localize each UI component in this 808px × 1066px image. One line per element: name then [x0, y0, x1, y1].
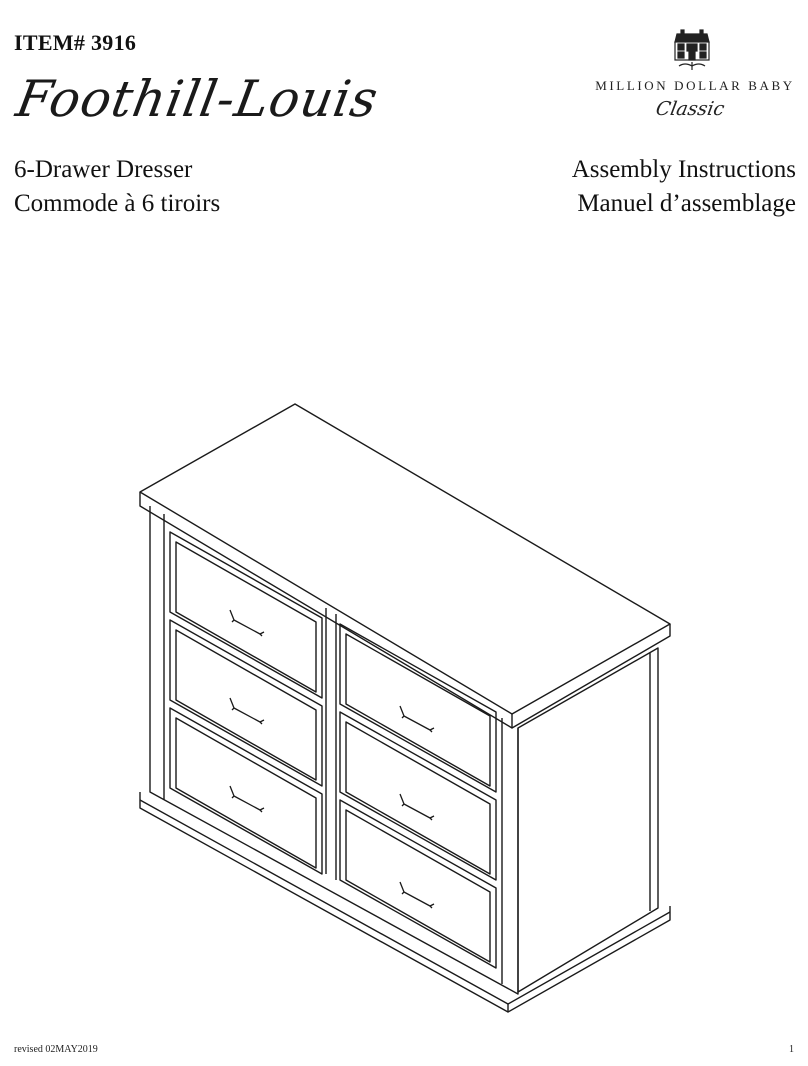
product-name-en: 6-Drawer Dresser — [14, 156, 193, 183]
brand-block — [590, 28, 800, 128]
document-title-fr: Manuel d’assemblage — [577, 190, 796, 217]
dresser-line-drawing-icon — [130, 396, 680, 1026]
house-crest-icon — [667, 28, 717, 72]
brand-name: MILLION DOLLAR BABY — [595, 78, 795, 93]
brand-subtitle: Classic — [654, 98, 727, 120]
revision-note: revised 02MAY2019 — [14, 1044, 98, 1055]
series-name: Foothill-Louis — [12, 70, 383, 128]
page-number: 1 — [789, 1044, 794, 1055]
document-title-en: Assembly Instructions — [571, 156, 796, 183]
product-name-fr: Commode à 6 tiroirs — [14, 190, 221, 217]
item-number: ITEM# 3916 — [14, 30, 137, 55]
